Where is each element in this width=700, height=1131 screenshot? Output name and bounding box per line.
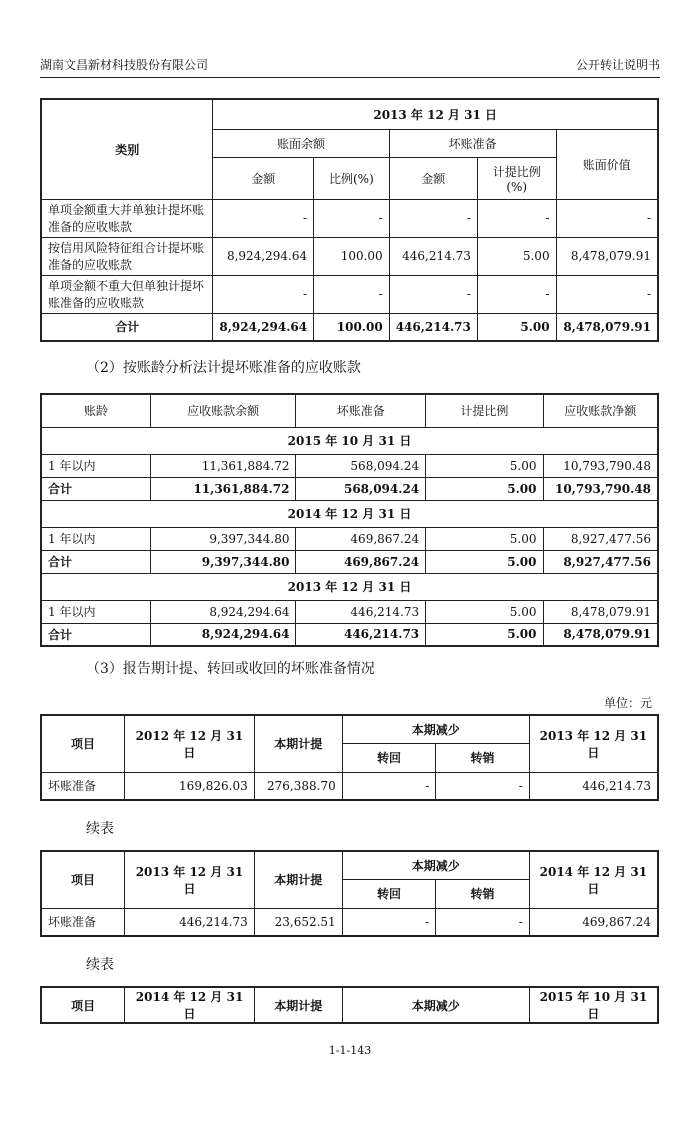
cell: - (556, 275, 658, 313)
cell: 568,094.24 (296, 477, 426, 500)
cell: 5.00 (477, 313, 556, 341)
cell: 8,924,294.64 (150, 600, 296, 623)
row-name: 单项金额重大并单独计提坏账准备的应收账款 (41, 199, 213, 237)
item-header: 项目 (41, 715, 125, 772)
continued-label-1: 续表 (86, 821, 114, 837)
cell: 469,867.24 (296, 550, 426, 573)
reversal-header: 转回 (342, 743, 436, 772)
net-header: 应收账款净额 (543, 394, 658, 427)
book-value-header: 账面价值 (556, 129, 658, 199)
movement-table-2014 (40, 850, 659, 937)
provision-ratio-line1: 计提比例 (492, 164, 541, 179)
cell: 568,094.24 (296, 454, 426, 477)
movement-table-2015 (40, 986, 659, 1024)
cell: 10,793,790.48 (543, 477, 658, 500)
section-3-title: （3）报告期计提、转回或收回的坏账准备情况 (86, 661, 375, 677)
decrease-header: 本期减少 (342, 851, 529, 879)
total-row (41, 623, 658, 646)
cell: 23,652.51 (254, 908, 342, 936)
cell: 8,927,477.56 (543, 550, 658, 573)
page-number: 1-1-143 (328, 1044, 372, 1057)
cell: 合计 (41, 623, 150, 646)
cell: 5.00 (426, 600, 543, 623)
cell: 469,867.24 (529, 908, 658, 936)
cell: - (342, 772, 436, 800)
total-row (41, 477, 658, 500)
cell: - (314, 199, 390, 237)
start-date-header: 2014 年 12 月 31 日 (125, 987, 255, 1023)
cell: 10,793,790.48 (543, 454, 658, 477)
cell: 446,214.73 (125, 908, 255, 936)
start-date-header: 2013 年 12 月 31 日 (125, 851, 255, 908)
cell: - (314, 275, 390, 313)
table-row (41, 275, 658, 313)
ratio-header: 计提比例 (426, 394, 543, 427)
cell: 5.00 (426, 550, 543, 573)
cell: 5.00 (477, 237, 556, 275)
bad-debt-header: 坏账准备 (389, 129, 556, 157)
cell: 8,478,079.91 (556, 313, 658, 341)
cell: 5.00 (426, 477, 543, 500)
cell: 5.00 (426, 527, 543, 550)
total-row (41, 313, 658, 341)
cell: - (477, 275, 556, 313)
start-date-header: 2012 年 12 月 31 日 (125, 715, 255, 772)
cell: 1 年以内 (41, 527, 150, 550)
end-date-header: 2014 年 12 月 31 日 (529, 851, 658, 908)
cell: 276,388.70 (254, 772, 342, 800)
cell: 8,924,294.64 (213, 313, 314, 341)
unit-label: 单位：元 (603, 696, 652, 710)
date-header: 2013 年 12 月 31 日 (213, 99, 658, 129)
company-name: 湖南文昌新材科技股份有限公司 (40, 58, 209, 72)
cell: 100.00 (314, 237, 390, 275)
cell: 8,924,294.64 (213, 237, 314, 275)
table-row (41, 237, 658, 275)
amount-header: 金额 (213, 157, 314, 199)
cell: - (477, 199, 556, 237)
section-2-title: （2）按账龄分析法计提坏账准备的应收账款 (86, 360, 361, 376)
table-row (41, 772, 658, 800)
balance-header: 应收账款余额 (150, 394, 296, 427)
row-name: 按信用风险特征组合计提坏账准备的应收账款 (41, 237, 213, 275)
cell: 9,397,344.80 (150, 550, 296, 573)
row-name: 单项金额不重大但单独计提坏账准备的应收账款 (41, 275, 213, 313)
cell: - (556, 199, 658, 237)
cell: 合计 (41, 550, 150, 573)
table-row (41, 454, 658, 477)
cell: 8,924,294.64 (150, 623, 296, 646)
cell: 1 年以内 (41, 600, 150, 623)
writeoff-header: 转销 (436, 743, 530, 772)
classification-table (40, 98, 659, 342)
cell: 坏账准备 (41, 908, 125, 936)
group-date: 2014 年 12 月 31 日 (41, 500, 658, 527)
cell: 446,214.73 (389, 237, 477, 275)
decrease-header: 本期减少 (342, 987, 529, 1023)
cell: 446,214.73 (296, 623, 426, 646)
cell: 坏账准备 (41, 772, 125, 800)
cell: 8,478,079.91 (543, 623, 658, 646)
aging-table (40, 393, 659, 647)
item-header: 项目 (41, 851, 125, 908)
cell: 446,214.73 (529, 772, 658, 800)
cell: - (436, 908, 530, 936)
amount2-header: 金额 (389, 157, 477, 199)
cell: 446,214.73 (296, 600, 426, 623)
cell: 5.00 (426, 623, 543, 646)
ratio-header: 比例(%) (314, 157, 390, 199)
group-date: 2013 年 12 月 31 日 (41, 573, 658, 600)
header-rule (40, 77, 660, 78)
item-header: 项目 (41, 987, 125, 1023)
provision-ratio-line2: (%) (506, 179, 528, 194)
cell: 8,478,079.91 (543, 600, 658, 623)
total-row (41, 550, 658, 573)
cell: - (436, 772, 530, 800)
cell: - (389, 275, 477, 313)
accrual-header: 本期计提 (254, 715, 342, 772)
book-balance-header: 账面余额 (213, 129, 389, 157)
end-date-header: 2013 年 12 月 31 日 (529, 715, 658, 772)
group-date: 2015 年 10 月 31 日 (41, 427, 658, 454)
movement-table-2013 (40, 714, 659, 801)
table-row (41, 527, 658, 550)
cell: 100.00 (314, 313, 390, 341)
reversal-header: 转回 (342, 879, 436, 908)
cell: - (213, 199, 314, 237)
writeoff-header: 转销 (436, 879, 530, 908)
decrease-header: 本期减少 (342, 715, 529, 743)
cell: - (342, 908, 436, 936)
cell: - (389, 199, 477, 237)
cell: 9,397,344.80 (150, 527, 296, 550)
category-header: 类别 (41, 99, 213, 199)
cell: - (213, 275, 314, 313)
cell: 11,361,884.72 (150, 477, 296, 500)
cell: 8,927,477.56 (543, 527, 658, 550)
cell: 446,214.73 (389, 313, 477, 341)
cell: 1 年以内 (41, 454, 150, 477)
total-label: 合计 (41, 313, 213, 341)
table-row (41, 600, 658, 623)
table-row (41, 199, 658, 237)
aging-header: 账龄 (41, 394, 150, 427)
cell: 11,361,884.72 (150, 454, 296, 477)
table-row (41, 908, 658, 936)
accrual-header: 本期计提 (254, 851, 342, 908)
provision-ratio-header (477, 157, 556, 199)
cell: 8,478,079.91 (556, 237, 658, 275)
cell: 合计 (41, 477, 150, 500)
end-date-header: 2015 年 10 月 31 日 (529, 987, 658, 1023)
page-header (40, 56, 660, 76)
accrual-header: 本期计提 (254, 987, 342, 1023)
cell: 169,826.03 (125, 772, 255, 800)
document-title: 公开转让说明书 (575, 58, 660, 72)
bad-debt-header: 坏账准备 (296, 394, 426, 427)
cell: 5.00 (426, 454, 543, 477)
cell: 469,867.24 (296, 527, 426, 550)
continued-label-2: 续表 (86, 957, 114, 973)
